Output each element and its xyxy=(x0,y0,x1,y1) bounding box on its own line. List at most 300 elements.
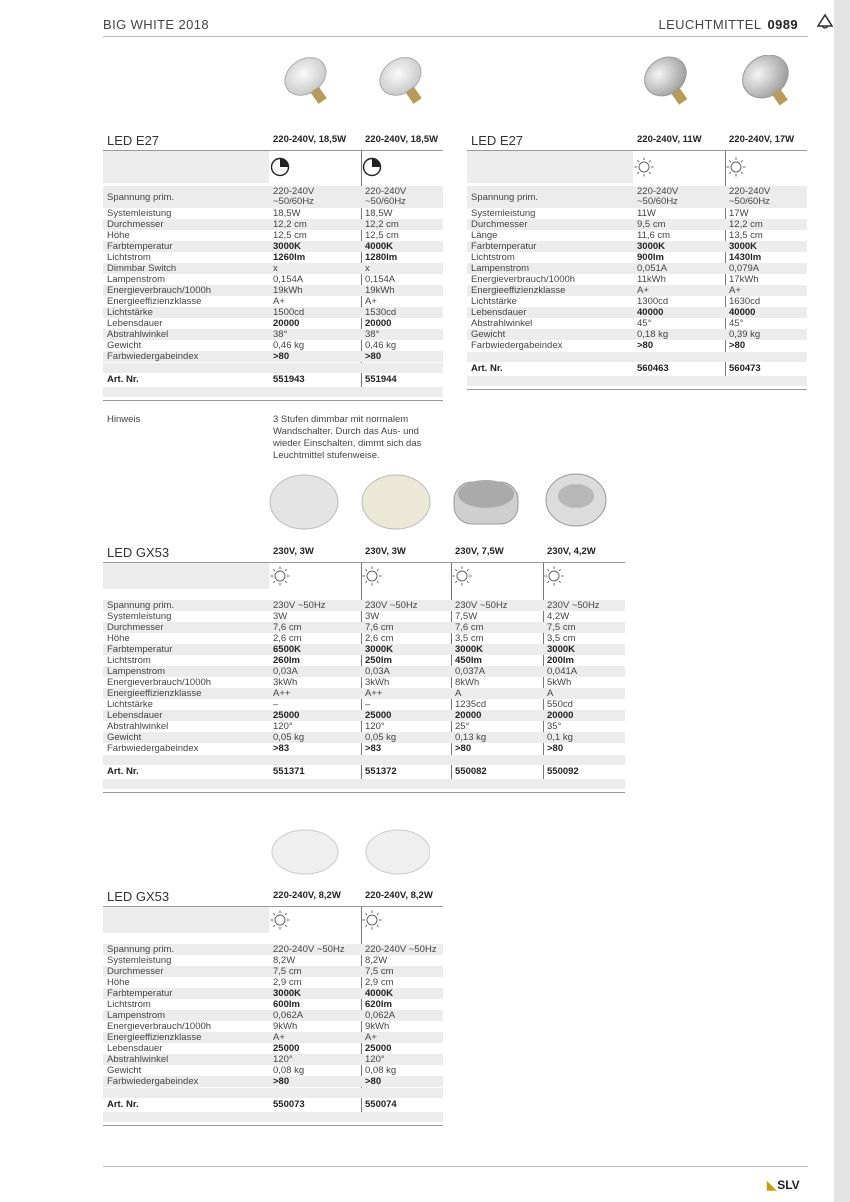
row-label: Gewicht xyxy=(107,732,142,743)
cell-value: 0,39 kg xyxy=(729,329,761,340)
table-row xyxy=(103,186,443,208)
cell-value: >83 xyxy=(365,743,382,754)
row-label: Energieeffizienzklasse xyxy=(107,688,202,699)
page-edge-tab xyxy=(834,0,850,1202)
table-row xyxy=(103,955,443,966)
article-number: 551371 xyxy=(273,766,305,777)
row-label: Farbwiedergabeindex xyxy=(107,1076,199,1087)
article-number: 551943 xyxy=(273,374,305,385)
cell-value: 0,154A xyxy=(365,274,396,285)
header-rule xyxy=(103,36,808,37)
table-row xyxy=(103,699,625,710)
article-number: 550092 xyxy=(547,766,579,777)
cell-value: 230V ~50Hz xyxy=(455,600,508,611)
table-row xyxy=(103,666,625,677)
cell-value: A+ xyxy=(729,285,741,296)
cell-value: A++ xyxy=(365,688,383,699)
note-text-line: Leuchtmittel stufenweise. xyxy=(273,450,380,461)
cell-value: 20000 xyxy=(273,318,300,329)
column-header: 230V, 4,2W xyxy=(547,546,596,557)
cell-value: 0,041A xyxy=(547,666,578,677)
cell-value: 0,46 kg xyxy=(273,340,305,351)
row-label: Energieverbrauch/1000h xyxy=(107,285,212,296)
cell-value: ~50/60Hz xyxy=(273,196,314,207)
table-row xyxy=(103,1032,443,1043)
row-label: Abstrahlwinkel xyxy=(107,1054,169,1065)
cell-value: 8kWh xyxy=(455,677,480,688)
cell-value: 8,2W xyxy=(273,955,296,966)
column-header: 220-240V, 18,5W xyxy=(273,134,347,145)
cell-value: A+ xyxy=(273,296,285,307)
cell-value: – xyxy=(273,699,279,710)
cell-value: 3kWh xyxy=(365,677,390,688)
cell-value: 40000 xyxy=(637,307,664,318)
row-label: Lebensdauer xyxy=(107,318,163,329)
cell-value: – xyxy=(365,699,371,710)
table-row xyxy=(103,677,625,688)
row-label: Lampenstrom xyxy=(107,1010,166,1021)
table-row xyxy=(103,966,443,977)
cell-value: 230V ~50Hz xyxy=(273,600,326,611)
cell-value: 120° xyxy=(365,1054,385,1065)
table-row xyxy=(467,208,807,219)
cell-value: 3W xyxy=(273,611,288,622)
row-label: Lichtstrom xyxy=(107,655,151,666)
row-label: Durchmesser xyxy=(107,966,164,977)
cell-value: 9kWh xyxy=(273,1021,298,1032)
table-row xyxy=(467,285,807,296)
cell-value: 38° xyxy=(365,329,380,340)
icon-band xyxy=(103,563,269,589)
cell-value: 2,6 cm xyxy=(273,633,302,644)
light-beam-icon xyxy=(451,565,473,587)
cell-value: 1530cd xyxy=(365,307,397,318)
row-label: Dimmbar Switch xyxy=(107,263,177,274)
dimmable-icon xyxy=(361,156,383,178)
cell-value: 0,1 kg xyxy=(547,732,573,743)
light-beam-icon xyxy=(543,565,565,587)
cell-value: 0,18 kg xyxy=(637,329,669,340)
article-number: 551944 xyxy=(365,374,397,385)
table-row xyxy=(103,600,625,611)
row-label: Lichtstrom xyxy=(471,252,515,263)
cell-value: 7,5 cm xyxy=(365,966,394,977)
row-label: Farbwiedergabeindex xyxy=(107,351,199,362)
column-header: 230V, 3W xyxy=(365,546,406,557)
table-row xyxy=(103,611,625,622)
footer-rule xyxy=(103,1166,808,1167)
table-row xyxy=(103,219,443,230)
row-label: Lebensdauer xyxy=(471,307,527,318)
row-label: Spannung prim. xyxy=(107,944,175,955)
cell-value: 0,079A xyxy=(729,263,760,274)
light-beam-icon xyxy=(269,909,291,931)
light-beam-icon xyxy=(361,909,383,931)
column-header: 220-240V, 8,2W xyxy=(273,890,341,901)
cell-value: 4000K xyxy=(365,988,393,999)
column-header: 230V, 3W xyxy=(273,546,314,557)
row-label: Durchmesser xyxy=(107,219,164,230)
row-label: Abstrahlwinkel xyxy=(107,329,169,340)
column-header: 230V, 7,5W xyxy=(455,546,504,557)
cell-value: 3,5 cm xyxy=(547,633,576,644)
cell-value: 0,08 kg xyxy=(365,1065,397,1076)
cell-value: 1430lm xyxy=(729,252,762,263)
row-label: Lampenstrom xyxy=(107,666,166,677)
cell-value: 3,5 cm xyxy=(455,633,484,644)
row-label: Farbwiedergabeindex xyxy=(471,340,563,351)
cell-value: 12,2 cm xyxy=(365,219,399,230)
cell-value: 11W xyxy=(637,208,656,219)
table-row xyxy=(467,274,807,285)
table-row xyxy=(103,296,443,307)
row-label: Höhe xyxy=(107,977,130,988)
cell-value: 25000 xyxy=(365,710,392,721)
cell-value: 3000K xyxy=(729,241,757,252)
cell-value: 120° xyxy=(273,1054,293,1065)
table-bottom-rule xyxy=(103,400,443,401)
spacer-band xyxy=(103,779,625,789)
table-row xyxy=(103,988,443,999)
table-row xyxy=(103,285,443,296)
table-row xyxy=(103,1021,443,1032)
cell-value: 220-240V xyxy=(273,186,315,197)
cell-value: 0,03A xyxy=(365,666,390,677)
dimmable-icon xyxy=(269,156,291,178)
slv-logo: ◣SLV xyxy=(767,1178,800,1192)
row-label: Gewicht xyxy=(471,329,506,340)
table-row xyxy=(103,688,625,699)
article-number: 560463 xyxy=(637,363,669,374)
table-row xyxy=(103,655,625,666)
row-label: Farbwiedergabeindex xyxy=(107,743,199,754)
icon-band xyxy=(103,907,269,933)
row-label: Höhe xyxy=(107,230,130,241)
cell-value: 12,5 cm xyxy=(273,230,307,241)
table-row xyxy=(467,230,807,241)
cell-value: 4000K xyxy=(365,241,393,252)
row-label: Lebensdauer xyxy=(107,710,163,721)
row-label: Systemleistung xyxy=(107,208,172,219)
row-label: Lichtstrom xyxy=(107,252,151,263)
table-row xyxy=(467,241,807,252)
t1-title: LED E27 xyxy=(107,133,160,148)
table-row xyxy=(103,329,443,340)
cell-value: 17W xyxy=(729,208,749,219)
cell-value: 3000K xyxy=(637,241,665,252)
cell-value: 0,051A xyxy=(637,263,668,274)
cell-value: 7,6 cm xyxy=(455,622,484,633)
table-row xyxy=(103,644,625,655)
spacer-band xyxy=(467,376,807,386)
icon-band xyxy=(467,151,633,183)
cell-value: ~50/60Hz xyxy=(637,196,678,207)
article-row xyxy=(103,766,625,778)
table-row xyxy=(103,208,443,219)
cell-value: 1280lm xyxy=(365,252,398,263)
spacer-band xyxy=(103,363,443,373)
table-row xyxy=(103,1054,443,1065)
cell-value: 1500cd xyxy=(273,307,305,318)
light-beam-icon xyxy=(725,156,747,178)
cell-value: 17kWh xyxy=(729,274,759,285)
cell-value: ~50/60Hz xyxy=(729,196,770,207)
cell-value: 3W xyxy=(365,611,380,622)
cell-value: 550cd xyxy=(547,699,573,710)
cell-value: 1300cd xyxy=(637,296,669,307)
cell-value: A+ xyxy=(637,285,649,296)
product-images-gx53 xyxy=(268,472,613,534)
section-label: LEUCHTMITTEL xyxy=(658,17,762,32)
table-row xyxy=(467,307,807,318)
product-images-e27-a xyxy=(280,55,440,120)
table-row xyxy=(103,944,443,955)
light-beam-icon xyxy=(633,156,655,178)
cell-value: 11,6 cm xyxy=(637,230,671,241)
cell-value: >80 xyxy=(273,1076,290,1087)
table-row xyxy=(103,351,443,362)
table-row xyxy=(103,307,443,318)
row-label: Energieeffizienzklasse xyxy=(107,296,202,307)
cell-value: 220-240V ~50Hz xyxy=(365,944,437,955)
article-number: 550074 xyxy=(365,1099,397,1110)
cell-value: 1260lm xyxy=(273,252,306,263)
cell-value: >80 xyxy=(547,743,564,754)
row-label: Lampenstrom xyxy=(471,263,530,274)
cell-value: >80 xyxy=(455,743,472,754)
cell-value: 1630cd xyxy=(729,296,761,307)
table-row xyxy=(467,296,807,307)
cell-value: 25000 xyxy=(365,1043,392,1054)
row-label: Systemleistung xyxy=(471,208,536,219)
cell-value: 0,05 kg xyxy=(273,732,305,743)
cell-value: 120° xyxy=(273,721,293,732)
icon-band xyxy=(103,151,269,183)
row-label: Lebensdauer xyxy=(107,1043,163,1054)
row-label: Farbtemperatur xyxy=(107,241,173,252)
article-row xyxy=(103,1099,443,1111)
cell-value: 250lm xyxy=(365,655,392,666)
page-number: 0989 xyxy=(767,17,798,32)
table-row xyxy=(103,263,443,274)
cell-value: 35° xyxy=(547,721,562,732)
cell-value: 3000K xyxy=(455,644,483,655)
cell-value: 200lm xyxy=(547,655,574,666)
cell-value: 12,5 cm xyxy=(365,230,399,241)
cell-value: 11kWh xyxy=(637,274,666,285)
row-label: Energieeffizienzklasse xyxy=(107,1032,202,1043)
cell-value: 0,154A xyxy=(273,274,304,285)
spacer-band xyxy=(103,755,625,765)
row-label: Abstrahlwinkel xyxy=(471,318,533,329)
cell-value: 25° xyxy=(455,721,470,732)
cell-value: 220-240V xyxy=(729,186,771,197)
cell-value: 4,2W xyxy=(547,611,570,622)
cell-value: 0,062A xyxy=(273,1010,304,1021)
row-label: Höhe xyxy=(107,633,130,644)
column-header: 220-240V, 11W xyxy=(637,134,702,145)
cell-value: 220-240V xyxy=(637,186,679,197)
table-row xyxy=(103,241,443,252)
table-row xyxy=(467,340,807,351)
row-label: Farbtemperatur xyxy=(107,644,173,655)
article-row xyxy=(103,374,443,386)
row-label: Lichtstärke xyxy=(471,296,517,307)
cell-value: A+ xyxy=(365,1032,377,1043)
row-label: Gewicht xyxy=(107,340,142,351)
table-row xyxy=(103,340,443,351)
note-label: Hinweis xyxy=(107,414,141,425)
cell-value: 5kWh xyxy=(547,677,572,688)
cell-value: 600lm xyxy=(273,999,300,1010)
cell-value: 220-240V ~50Hz xyxy=(273,944,345,955)
cell-value: 2,9 cm xyxy=(273,977,302,988)
article-label: Art. Nr. xyxy=(471,363,503,374)
cell-value: 9kWh xyxy=(365,1021,390,1032)
cell-value: 1235cd xyxy=(455,699,487,710)
table-row xyxy=(103,977,443,988)
catalog-title: BIG WHITE 2018 xyxy=(103,17,210,32)
lamp-category-icon xyxy=(815,11,835,31)
table-row xyxy=(103,274,443,285)
article-row xyxy=(467,363,807,375)
cell-value: 0,03A xyxy=(273,666,298,677)
table-row xyxy=(103,732,625,743)
cell-value: >80 xyxy=(637,340,654,351)
table-row xyxy=(467,329,807,340)
cell-value: 2,9 cm xyxy=(365,977,394,988)
article-number: 550073 xyxy=(273,1099,305,1110)
table-row xyxy=(467,318,807,329)
column-header: 220-240V, 17W xyxy=(729,134,795,145)
cell-value: 12,2 cm xyxy=(729,219,763,230)
t3-title: LED GX53 xyxy=(107,545,170,560)
cell-value: 120° xyxy=(365,721,385,732)
table-row xyxy=(103,633,625,644)
cell-value: 45° xyxy=(729,318,744,329)
article-label: Art. Nr. xyxy=(107,766,139,777)
table-row xyxy=(467,219,807,230)
cell-value: 260lm xyxy=(273,655,300,666)
cell-value: x xyxy=(365,263,370,274)
cell-value: 3000K xyxy=(365,644,393,655)
table-row xyxy=(103,999,443,1010)
cell-value: 38° xyxy=(273,329,288,340)
cell-value: 7,5 cm xyxy=(273,966,302,977)
cell-value: 20000 xyxy=(455,710,482,721)
cell-value: 620lm xyxy=(365,999,392,1010)
cell-value: 12,2 cm xyxy=(273,219,307,230)
cell-value: A xyxy=(455,688,462,699)
cell-value: 18,5W xyxy=(273,208,301,219)
t2-title: LED E27 xyxy=(471,133,524,148)
cell-value: A xyxy=(547,688,554,699)
article-number: 550082 xyxy=(455,766,487,777)
table-row xyxy=(103,230,443,241)
table-row xyxy=(467,263,807,274)
cell-value: >80 xyxy=(729,340,746,351)
cell-value: 0,037A xyxy=(455,666,486,677)
table-row xyxy=(103,1076,443,1087)
article-number: 560473 xyxy=(729,363,761,374)
cell-value: 25000 xyxy=(273,1043,300,1054)
cell-value: 230V ~50Hz xyxy=(547,600,600,611)
spacer-band xyxy=(103,1088,443,1098)
spacer-band xyxy=(103,387,443,397)
row-label: Energieverbrauch/1000h xyxy=(107,1021,212,1032)
light-beam-icon xyxy=(269,565,291,587)
cell-value: ~50/60Hz xyxy=(365,196,406,207)
cell-value: >80 xyxy=(273,351,290,362)
cell-value: >80 xyxy=(365,1076,382,1087)
article-label: Art. Nr. xyxy=(107,374,139,385)
cell-value: >83 xyxy=(273,743,290,754)
cell-value: >80 xyxy=(365,351,382,362)
cell-value: 9,5 cm xyxy=(637,219,666,230)
row-label: Lichtstärke xyxy=(107,699,153,710)
cell-value: 220-240V xyxy=(365,186,407,197)
cell-value: 0,05 kg xyxy=(365,732,397,743)
note-text-line: 3 Stufen dimmbar mit normalem xyxy=(273,414,409,425)
row-label: Energieverbrauch/1000h xyxy=(107,677,212,688)
cell-value: 3000K xyxy=(273,241,301,252)
article-number: 551372 xyxy=(365,766,397,777)
cell-value: 6500K xyxy=(273,644,301,655)
cell-value: 13,5 cm xyxy=(729,230,763,241)
column-header: 220-240V, 8,2W xyxy=(365,890,433,901)
table-row xyxy=(103,252,443,263)
table-row xyxy=(103,743,625,754)
table-row xyxy=(467,186,807,208)
cell-value: 0,13 kg xyxy=(455,732,487,743)
cell-value: A+ xyxy=(365,296,377,307)
cell-value: 0,46 kg xyxy=(365,340,397,351)
product-images-e27-b xyxy=(630,55,810,120)
row-label: Farbtemperatur xyxy=(471,241,537,252)
cell-value: x xyxy=(273,263,278,274)
cell-value: 7,5W xyxy=(455,611,478,622)
row-label: Lampenstrom xyxy=(107,274,166,285)
cell-value: 450lm xyxy=(455,655,482,666)
cell-value: 2,6 cm xyxy=(365,633,394,644)
t4-title: LED GX53 xyxy=(107,889,170,904)
section-title xyxy=(658,17,798,32)
row-label: Durchmesser xyxy=(471,219,528,230)
spacer-band xyxy=(467,352,807,362)
table-row xyxy=(103,1043,443,1054)
cell-value: 20000 xyxy=(365,318,392,329)
cell-value: 230V ~50Hz xyxy=(365,600,418,611)
table-row xyxy=(103,1010,443,1021)
cell-value: 18,5W xyxy=(365,208,393,219)
cell-value: 7,6 cm xyxy=(365,622,394,633)
row-label: Energieverbrauch/1000h xyxy=(471,274,576,285)
row-label: Spannung prim. xyxy=(107,192,175,203)
row-label: Lichtstärke xyxy=(107,307,153,318)
table-row xyxy=(467,252,807,263)
cell-value: 3kWh xyxy=(273,677,298,688)
row-label: Abstrahlwinkel xyxy=(107,721,169,732)
product-images-gx53-b xyxy=(270,828,430,878)
cell-value: 25000 xyxy=(273,710,300,721)
cell-value: 19kWh xyxy=(365,285,395,296)
table-row xyxy=(103,622,625,633)
row-label: Lichtstrom xyxy=(107,999,151,1010)
cell-value: 7,6 cm xyxy=(273,622,302,633)
row-label: Energieeffizienzklasse xyxy=(471,285,566,296)
table-bottom-rule xyxy=(103,792,625,793)
row-label: Durchmesser xyxy=(107,622,164,633)
